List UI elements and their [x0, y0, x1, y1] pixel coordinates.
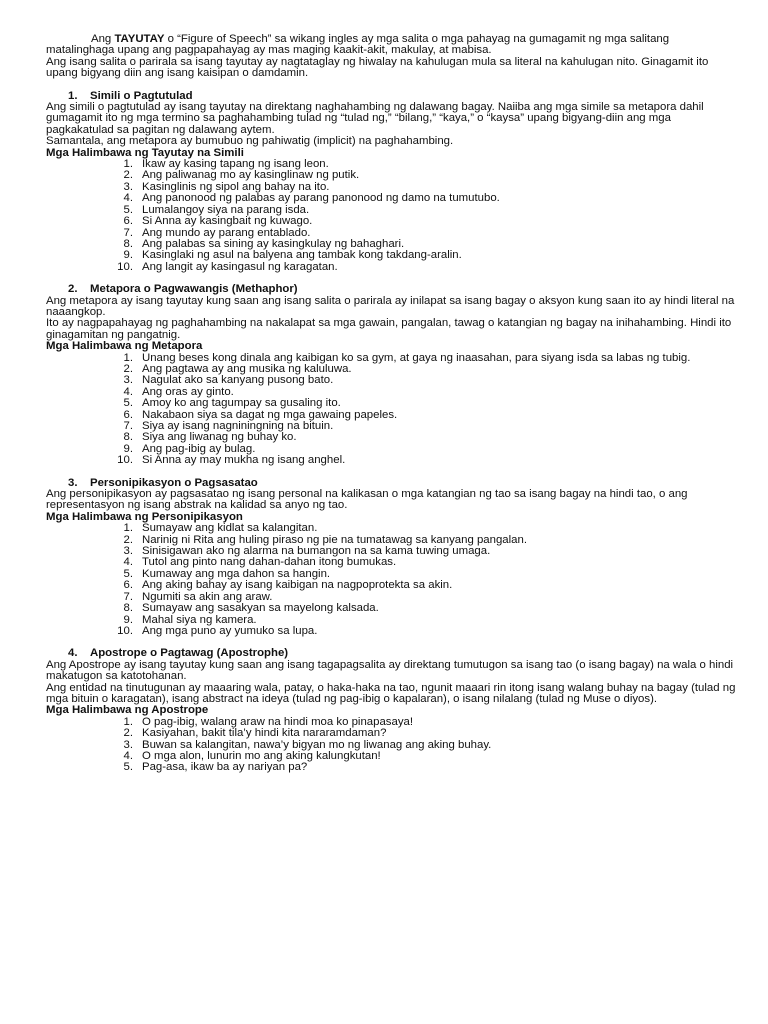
- examples-heading: Mga Halimbawa ng Tayutay na Simili: [46, 146, 244, 159]
- list-item-text: O pag-ibig, walang araw na hindi moa ko pinapasaya!: [142, 715, 414, 728]
- list-item: [46, 728, 736, 739]
- list-item-text: Si Anna ay may mukha ng isang anghel.: [142, 454, 346, 467]
- list-item-text: Sinisigawan ako ng alarma na bumangon na sa kama tuwing umaga.: [142, 545, 491, 558]
- document-page: [46, 34, 736, 774]
- list-item: [46, 193, 736, 204]
- list-item-number: 1.: [123, 522, 133, 535]
- list-item-number: 2.: [123, 533, 133, 546]
- list-item-text: Tutol ang pinto nang dahan-dahan itong bumukas.: [142, 556, 397, 569]
- list-item-text: Kasinglaki ng asul na balyena ang tambak kong takdang-aralin.: [142, 249, 462, 262]
- examples-list: [46, 523, 736, 637]
- section-number: 2.: [68, 283, 78, 296]
- intro-prefix: Ang: [91, 33, 115, 45]
- list-item: [46, 216, 736, 227]
- list-item-text: Kasiyahan, bakit tila’y hindi kita nararamdaman?: [142, 727, 387, 740]
- list-item: [46, 523, 736, 534]
- list-item-text: Mahal siya ng kamera.: [142, 613, 257, 626]
- section-paragraph: Ang simili o pagtutulad ay isang tayutay na direktang naghahambing ng dalawang bagay. Naiiba ang mga simile sa metapora dahil gumagamit ito ng mga termino sa paghahambing tulad ng “tulad ng,” “bilang,” “kaya,” o “kaysa” upang bigyang-diin ang mga pagkakatulad sa pagitan ng dalawang aytem.: [46, 101, 704, 136]
- list-item-number: 4.: [123, 192, 133, 205]
- section: [46, 284, 736, 467]
- list-item-number: 1.: [123, 158, 133, 171]
- intro-keyword: TAYUTAY: [114, 33, 165, 45]
- list-item-text: Ang mga puno ay yumuko sa lupa.: [142, 624, 318, 637]
- examples-heading: Mga Halimbawa ng Metapora: [46, 340, 203, 353]
- list-item-text: Ang pag-ibig ay bulag.: [142, 442, 256, 455]
- list-item-number: 6.: [123, 579, 133, 592]
- examples-list: [46, 353, 736, 467]
- list-item-text: Narinig ni Rita ang huling piraso ng pie na tumatawag sa kanyang pangalan.: [142, 533, 528, 546]
- list-item-text: Lumalangoy siya na parang isda.: [142, 203, 310, 216]
- list-item-text: Ngumiti sa akin ang araw.: [142, 590, 273, 603]
- list-item-number: 7.: [123, 226, 133, 239]
- section-title: Apostrope o Pagtawag (Apostrophe): [90, 647, 289, 660]
- list-item-number: 8.: [123, 237, 133, 250]
- list-item-text: Si Anna ay kasingbait ng kuwago.: [142, 215, 313, 228]
- list-item-text: Ang mundo ay parang entablado.: [142, 226, 311, 239]
- list-item-number: 5.: [123, 567, 133, 580]
- list-item: [46, 398, 736, 409]
- list-item-number: 9.: [123, 442, 133, 455]
- list-item-text: Ang pagtawa ay ang musika ng kaluluwa.: [142, 362, 352, 375]
- section-heading: [46, 284, 736, 295]
- section-title: Simili o Pagtutulad: [90, 89, 193, 102]
- list-item-text: Ang palabas sa sining ay kasingkulay ng bahaghari.: [142, 237, 405, 250]
- list-item: [46, 762, 736, 773]
- list-item-number: 2.: [123, 727, 133, 740]
- list-item-number: 8.: [123, 431, 133, 444]
- list-item: [46, 455, 736, 466]
- list-item-number: 9.: [123, 613, 133, 626]
- list-item-number: 10.: [117, 624, 133, 637]
- examples-list: [46, 159, 736, 273]
- list-item-text: Pag-asa, ikaw ba ay nariyan pa?: [142, 761, 308, 774]
- section: [46, 478, 736, 638]
- section-paragraph: Ang Apostrope ay isang tayutay kung saan ang isang tagapagsalita ay direktang tumutugon sa isang tao (o isang bagay) na wala o hindi makatugon sa katotohanan.: [46, 658, 734, 683]
- list-item-text: Ang panonood ng palabas ay parang panonood ng damo na tumutubo.: [142, 192, 500, 205]
- section-paragraph: Ang personipikasyon ay pagsasatao ng isang personal na kalikasan o mga katangian ng tao sa isang bagay na hindi tao, o ang representasyon ng isang abstrak na kalidad sa anyo ng tao.: [46, 488, 688, 512]
- list-item-number: 5.: [123, 203, 133, 216]
- intro-paragraph-2: Ang isang salita o parirala sa isang tayutay ay nagtataglay ng hiwalay na kahulugan mula sa literal na kahulugan nito. Ginagamit ito upang bigyang diin ang isang kaisipan o damdamin.: [46, 55, 709, 80]
- list-item-text: Unang beses kong dinala ang kaibigan ko sa gym, at gaya ng inaasahan, para siyang isda sa labas ng tubig.: [142, 351, 691, 364]
- list-item-text: Ang paliwanag mo ay kasinglinaw ng putik.: [142, 169, 360, 182]
- list-item-number: 5.: [123, 397, 133, 410]
- list-item-text: Ang oras ay ginto.: [142, 385, 234, 398]
- section-paragraph: Ang entidad na tinutugunan ay maaaring wala, patay, o haka-haka na tao, ngunit maaari rin itong isang walang buhay na bagay (tulad ng mga bituin o karagatan), isang abstract na ideya (tulad ng pag-ibig o kapalaran), o isang nilalang (tulad ng Muse o diyos).: [46, 681, 736, 705]
- section-title: Metapora o Pagwawangis (Methaphor): [90, 283, 298, 296]
- section-number: 1.: [68, 89, 78, 102]
- section-title: Personipikasyon o Pagsasatao: [90, 476, 258, 489]
- section-number: 4.: [68, 647, 78, 660]
- list-item-number: 4.: [123, 385, 133, 398]
- list-item-number: 4.: [123, 749, 133, 762]
- list-item-number: 3.: [123, 545, 133, 558]
- list-item-text: Siya ang liwanag ng buhay ko.: [142, 431, 297, 444]
- list-item-number: 8.: [123, 602, 133, 615]
- list-item-text: Siya ay isang nagniningning na bituin.: [142, 420, 334, 432]
- section-heading: [46, 648, 736, 659]
- list-item: [46, 262, 736, 273]
- list-item: [46, 580, 736, 591]
- list-item-number: 6.: [123, 215, 133, 228]
- list-item: [46, 603, 736, 614]
- intro-paragraph: [46, 34, 736, 57]
- section: [46, 648, 736, 773]
- list-item-number: 6.: [123, 408, 133, 421]
- list-item-number: 3.: [123, 180, 133, 193]
- list-item-number: 7.: [123, 420, 133, 432]
- list-item-text: Buwan sa kalangitan, nawa’y bigyan mo ng liwanag ang aking buhay.: [142, 738, 492, 751]
- examples-list: [46, 717, 736, 774]
- section-paragraph: Ito ay nagpapahayag ng paghahambing na nakalapat sa mga gawain, pangalan, tawag o katangian ng bagay na inihahambing. Hindi ito ginagamitan ng pangatnig.: [46, 317, 732, 341]
- list-item-text: Amoy ko ang tagumpay sa gusaling ito.: [142, 397, 341, 410]
- list-item-number: 9.: [123, 249, 133, 262]
- list-item-text: Ikaw ay kasing tapang ng isang leon.: [142, 158, 329, 171]
- list-item: [46, 626, 736, 637]
- list-item-number: 4.: [123, 556, 133, 569]
- list-item-text: Ang aking bahay ay isang kaibigan na nagpoprotekta sa akin.: [142, 579, 453, 592]
- sections-container: [46, 91, 736, 774]
- examples-heading: Mga Halimbawa ng Personipikasyon: [46, 510, 243, 523]
- section-number: 3.: [68, 476, 78, 489]
- list-item-text: Sumayaw ang kidlat sa kalangitan.: [142, 522, 318, 535]
- list-item-text: Ang langit ay kasingasul ng karagatan.: [142, 260, 338, 273]
- list-item-text: Nakabaon siya sa dagat ng mga gawaing papeles.: [142, 408, 398, 421]
- section: [46, 91, 736, 274]
- list-item-number: 3.: [123, 738, 133, 751]
- section-paragraph: Samantala, ang metapora ay bumubuo ng pahiwatig (implicit) na paghahambing.: [46, 135, 454, 148]
- list-item-number: 3.: [123, 374, 133, 387]
- list-item-number: 2.: [123, 362, 133, 375]
- list-item-text: Kumaway ang mga dahon sa hangin.: [142, 567, 331, 580]
- intro-rest: o “Figure of Speech” sa wikang ingles ay mga salita o mga pahayag na gumagamit ng mga salitang matalinghaga upang ang pagpapahayag ay mas maging kaakit-akit, makulay, at mabisa.: [46, 33, 670, 57]
- list-item-number: 1.: [123, 715, 133, 728]
- list-item-number: 2.: [123, 169, 133, 182]
- list-item-number: 10.: [117, 454, 133, 467]
- list-item-text: Sumayaw ang sasakyan sa mayelong kalsada.: [142, 602, 379, 615]
- list-item-text: O mga alon, lunurin mo ang aking kalungkutan!: [142, 749, 381, 762]
- list-item: [46, 250, 736, 261]
- section-paragraph: Ang metapora ay isang tayutay kung saan ang isang salita o parirala ay inilapat sa isang bagay o aksyon kung saan ito ay hindi literal na naaangkop.: [46, 294, 735, 318]
- list-item-number: 7.: [123, 590, 133, 603]
- list-item-number: 10.: [117, 260, 133, 273]
- list-item-number: 1.: [123, 351, 133, 364]
- list-item-number: 5.: [123, 761, 133, 774]
- examples-heading: Mga Halimbawa ng Apostrope: [46, 704, 209, 717]
- list-item-text: Nagulat ako sa kanyang pusong bato.: [142, 374, 334, 387]
- list-item-text: Kasinglinis ng sipol ang bahay na ito.: [142, 180, 330, 193]
